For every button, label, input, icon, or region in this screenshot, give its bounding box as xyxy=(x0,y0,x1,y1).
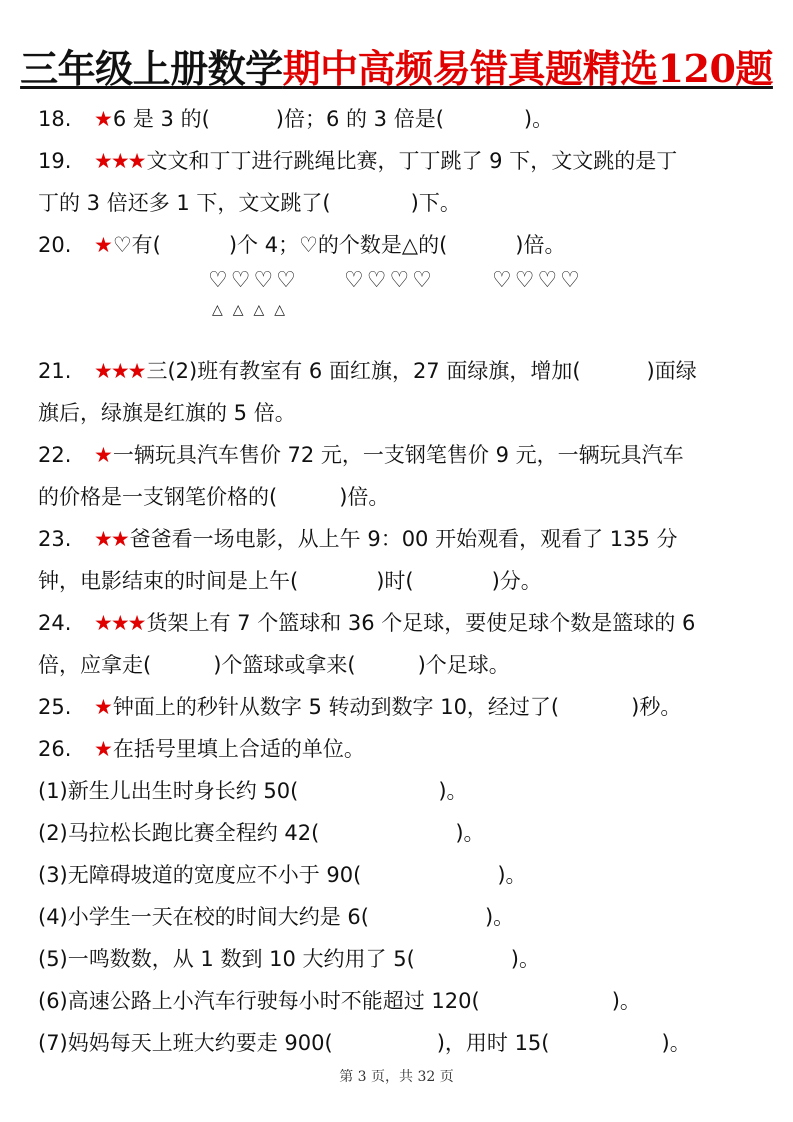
question-text: )秒。 xyxy=(631,695,682,719)
question-text: (7)妈妈每天上班大约要走 900( xyxy=(38,1031,333,1055)
unit-item-6 xyxy=(38,980,763,1022)
question-26 xyxy=(38,728,763,770)
question-number: 25. xyxy=(38,695,72,719)
unit-item-2 xyxy=(38,812,763,854)
unit-item-5 xyxy=(38,938,763,980)
question-text: ♡有( xyxy=(112,233,161,257)
question-number: 20. xyxy=(38,233,72,257)
title-topic: 期中高频易错真题精选120题 xyxy=(282,46,773,91)
question-text: )个篮球或拿来( xyxy=(213,653,356,677)
star-icon: ★ xyxy=(94,695,111,719)
question-text: 文文和丁丁进行跳绳比赛，丁丁跳了 9 下，文文跳的是丁 xyxy=(146,149,678,173)
star-icon: ★ xyxy=(94,233,111,257)
question-text: (6)高速公路上小汽车行驶每小时不能超过 120( xyxy=(38,989,480,1013)
question-text: )个足球。 xyxy=(417,653,510,677)
question-19-cont xyxy=(38,182,763,224)
question-text: (1)新生儿出生时身长约 50( xyxy=(38,779,299,803)
question-list xyxy=(38,98,763,1064)
page-footer: 第 3 页，共 32 页 xyxy=(339,1069,454,1085)
question-20 xyxy=(38,224,763,266)
question-text: 货架上有 7 个篮球和 36 个足球，要使足球个数是篮球的 6 xyxy=(146,611,696,635)
question-text: )。 xyxy=(523,107,554,131)
question-23 xyxy=(38,518,763,560)
question-text: 钟面上的秒针从数字 5 转动到数字 10，经过了( xyxy=(112,695,560,719)
question-text: )。 xyxy=(484,905,515,929)
question-text: )个 4；♡的个数是△的( xyxy=(228,233,448,257)
question-19 xyxy=(38,140,763,182)
question-number: 23. xyxy=(38,527,72,551)
triangle-group: △△△△ xyxy=(212,302,296,318)
question-text: )倍。 xyxy=(515,233,566,257)
question-text: 倍，应拿走( xyxy=(38,653,152,677)
question-text: 三(2)班有教室有 6 面红旗，27 面绿旗，增加( xyxy=(146,359,581,383)
question-23-cont xyxy=(38,560,763,602)
question-text: (5)一鸣数数，从 1 数到 10 大约用了 5( xyxy=(38,947,415,971)
question-22 xyxy=(38,434,763,476)
question-number: 21. xyxy=(38,359,72,383)
heart-group-1: ♡♡♡♡ xyxy=(208,268,299,293)
question-text: 在括号里填上合适的单位。 xyxy=(112,737,365,761)
question-21-cont xyxy=(38,392,763,434)
question-text: )下。 xyxy=(410,191,461,215)
question-text: 一辆玩具汽车售价 72 元，一支钢笔售价 9 元，一辆玩具汽车 xyxy=(112,443,684,467)
question-number: 18. xyxy=(38,107,72,131)
question-text: 爸爸看一场电影，从上午 9：00 开始观看，观看了 135 分 xyxy=(129,527,678,551)
heart-group-2: ♡♡♡♡ xyxy=(344,268,435,293)
question-text: )。 xyxy=(611,989,641,1013)
question-number: 26. xyxy=(38,737,72,761)
star-icon: ★ xyxy=(94,737,111,761)
question-text: )。 xyxy=(510,947,540,971)
question-text: 钟，电影结束的时间是上午( xyxy=(38,569,299,593)
question-24-cont xyxy=(38,644,763,686)
question-text: )。 xyxy=(661,1031,691,1055)
question-text: (2)马拉松长跑比赛全程约 42( xyxy=(38,821,320,845)
question-text: 6 是 3 的( xyxy=(112,107,210,131)
star-icon: ★★★ xyxy=(94,149,145,173)
unit-item-1 xyxy=(38,770,763,812)
question-text: )倍；6 的 3 倍是( xyxy=(275,107,444,131)
question-text: (3)无障碍坡道的宽度应不小于 90( xyxy=(38,863,362,887)
page-title xyxy=(0,44,793,94)
question-text: )。 xyxy=(497,863,527,887)
question-number: 22. xyxy=(38,443,72,467)
question-22-cont xyxy=(38,476,763,518)
question-number: 19. xyxy=(38,149,72,173)
question-text: )分。 xyxy=(491,569,542,593)
question-text: 丁的 3 倍还多 1 下，文文跳了( xyxy=(38,191,331,215)
question-text: )。 xyxy=(438,779,468,803)
question-text: 的价格是一支钢笔价格的( xyxy=(38,485,278,509)
question-text: )时( xyxy=(376,569,414,593)
unit-item-7 xyxy=(38,1022,763,1064)
question-text: (4)小学生一天在校的时间大约是 6( xyxy=(38,905,369,929)
star-icon: ★ xyxy=(94,107,111,131)
question-text: )面绿 xyxy=(646,359,697,383)
star-icon: ★★★ xyxy=(94,359,145,383)
star-icon: ★ xyxy=(94,443,111,467)
question-25 xyxy=(38,686,763,728)
star-icon: ★★★ xyxy=(94,611,145,635)
unit-item-4 xyxy=(38,896,763,938)
question-number: 24. xyxy=(38,611,72,635)
question-text: )，用时 15( xyxy=(436,1031,550,1055)
heart-group-3: ♡♡♡♡ xyxy=(492,268,583,293)
question-18 xyxy=(38,98,763,140)
title-grade: 三年级上册数学 xyxy=(20,46,283,91)
question-text: 旗后，绿旗是红旗的 5 倍。 xyxy=(38,401,296,425)
question-21 xyxy=(38,350,763,392)
question-text: )倍。 xyxy=(339,485,390,509)
star-icon: ★★ xyxy=(94,527,128,551)
question-text: )。 xyxy=(455,821,485,845)
unit-item-3 xyxy=(38,854,763,896)
question-24 xyxy=(38,602,763,644)
